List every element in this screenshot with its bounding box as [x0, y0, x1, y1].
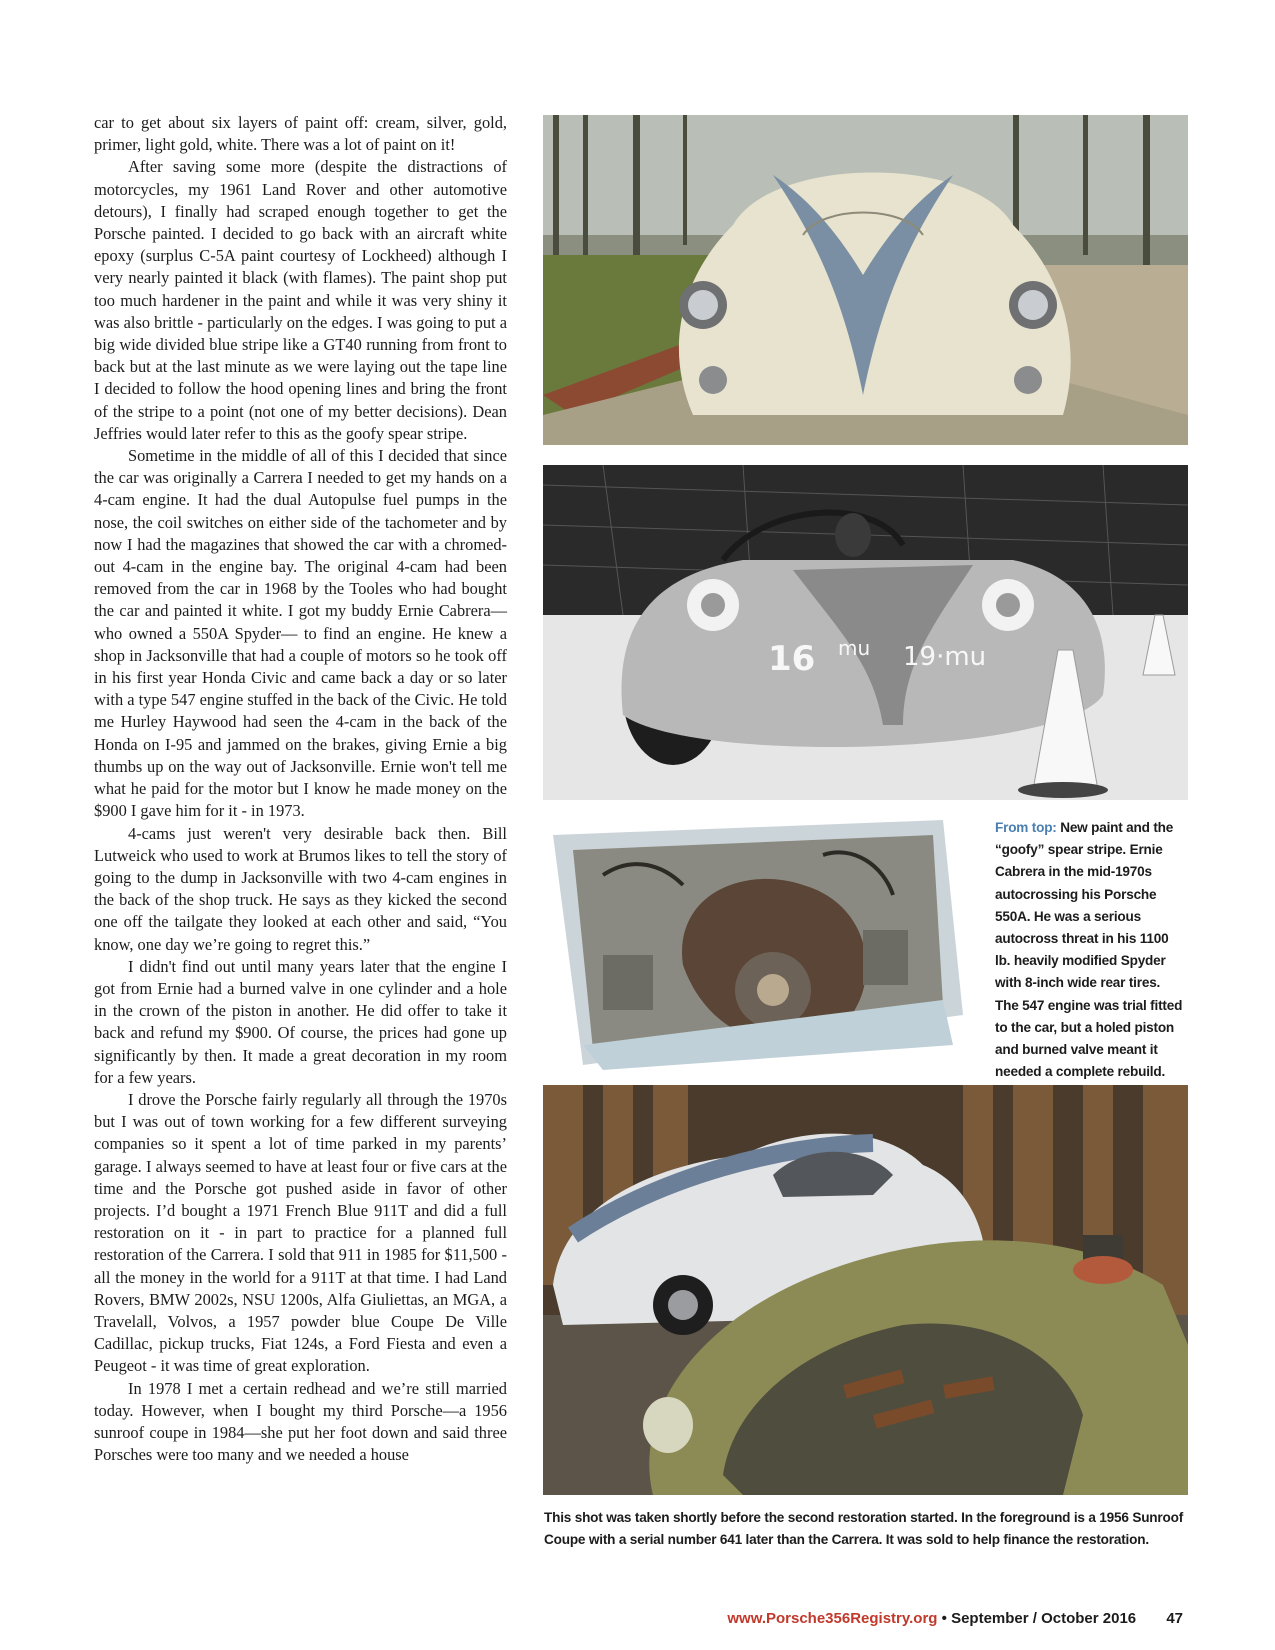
race-marking: mu: [838, 636, 871, 660]
footer-issue: September / October 2016: [951, 1610, 1137, 1627]
article-paragraph: I drove the Porsche fairly regularly all through the 1970s but I was out of town working for a few different surveying companies so it spent a lot of time parked in my parents’ garage. I always seemed to have at least four or five cars at the time and the Porsche got pushed aside in favor of other projects. I’d bought a 1971 French Blue 911T and did a full restoration on it - in part to practice for a planned full restoration of the Carrera. I sold that 911 in 1985 for $11,500 - all the money in the world for a 911T at that time. I had Land Rovers, BMW 2002s, NSU 1200s, Alfa Giuliettas, an MGA, a Travelall, Volvos, a 1957 powder blue Coupe De Ville Cadillac, pickup trucks, Fiat 124s, a Ford Fiesta and even a Peugeot - it was time of great exploration.: [94, 1089, 507, 1376]
photo-autocross-550a: [543, 465, 1188, 800]
caption-lead: From top:: [995, 820, 1057, 835]
article-paragraph: After saving some more (despite the distractions of motorcycles, my 1961 Land Rover and other automotive detours), I finally had scraped enough together to get the Porsche painted. I decided to go back with an aircraft white epoxy (surplus C-5A paint courtesy of Lockheed) although I very nearly painted it black (with flames). The paint shop put too much hardener in the paint and while it was very shiny it was also brittle - particularly on the edges. I was going to put a big wide divided blue stripe like a GT40 running from front to back but at the last minute as we were laying out the tape line I decided to follow the hood opening lines and bring the front of the stripe to a point (not one of my better decisions). Dean Jeffries would later refer to this as the goofy spear stripe.: [94, 157, 507, 443]
article-body: [94, 112, 507, 1466]
caption-body: New paint and the “goofy” spear stripe. Ernie Cabrera in the mid-1970s autocrossing his Porsche 550A. He was a serious autocross threat in his 1100 lb. heavily modified Spyder with 8-inch wide rear tires. The 547 engine was trial fitted to the car, but a holed piston and burned valve meant it needed a complete rebuild.: [995, 820, 1183, 1080]
page-footer: [727, 1610, 1183, 1627]
page-number: 47: [1166, 1610, 1183, 1627]
photo-547-engine: [543, 815, 978, 1070]
article-paragraph: car to get about six layers of paint off: cream, silver, gold, primer, light gold, white. There was a lot of paint on it!: [94, 113, 507, 155]
photo-caption-side: [995, 817, 1187, 1083]
photo-caption-bottom: This shot was taken shortly before the second restoration started. In the foreground is a 1956 Sunroof Coupe with a serial number 641 later than the Carrera. It was sold to help finance the restoration.: [544, 1510, 1184, 1548]
photo-spear-stripe-car: [543, 115, 1188, 445]
race-marking: 19·mu: [903, 642, 987, 672]
photo-garage-porsches: [543, 1085, 1188, 1495]
footer-separator: •: [941, 1610, 947, 1627]
article-paragraph: Sometime in the middle of all of this I decided that since the car was originally a Carrera I needed to get my hands on a 4-cam engine. It had the dual Autopulse fuel pumps in the nose, the coil switches on either side of the tachometer and by now I had the magazines that showed the car with a chromed-out 4-cam in the engine bay. The original 4-cam had been removed from the car in 1968 by the Tooles who had bought the car and painted it white. I got my buddy Ernie Cabrera—who owned a 550A Spyder— to find an engine. He knew a shop in Jacksonville that had a couple of motors so he took off in his first year Honda Civic and came back a day or so later with a type 547 engine stuffed in the back of the Civic. He told me Hurley Haywood had seen the 4-cam in the back of the Honda on I-95 and jammed on the brakes, giving Ernie a big thumbs up on the way out of Jacksonville. Ernie won't tell me what he paid for the motor but I know he made money on the $900 I gave him for it - in 1973.: [94, 446, 508, 821]
article-paragraph: In 1978 I met a certain redhead and we’re still married today. However, when I bought my third Porsche—a 1956 sunroof coupe in 1984—she put her foot down and said three Porsches were too many and we needed a house: [94, 1378, 507, 1465]
article-paragraph: I didn't find out until many years later that the engine I got from Ernie had a burned valve in one cylinder and a hole in the crown of the piston in another. He did offer to take it back and refund my $900. Of course, the prices had gone up significantly by then. It made a great decoration in my room for a few years.: [94, 956, 507, 1087]
article-paragraph: 4-cams just weren't very desirable back then. Bill Lutweick who used to work at Brumos likes to tell the story of going to the dump in Jacksonville with two 4-cam engines in the back of the shop truck. He says as they kicked the second one off the tailgate they looked at each other and said, “You know, one day we’re going to regret this.”: [94, 823, 507, 954]
race-number: 16: [768, 639, 816, 679]
footer-url[interactable]: www.Porsche356Registry.org: [727, 1610, 938, 1627]
